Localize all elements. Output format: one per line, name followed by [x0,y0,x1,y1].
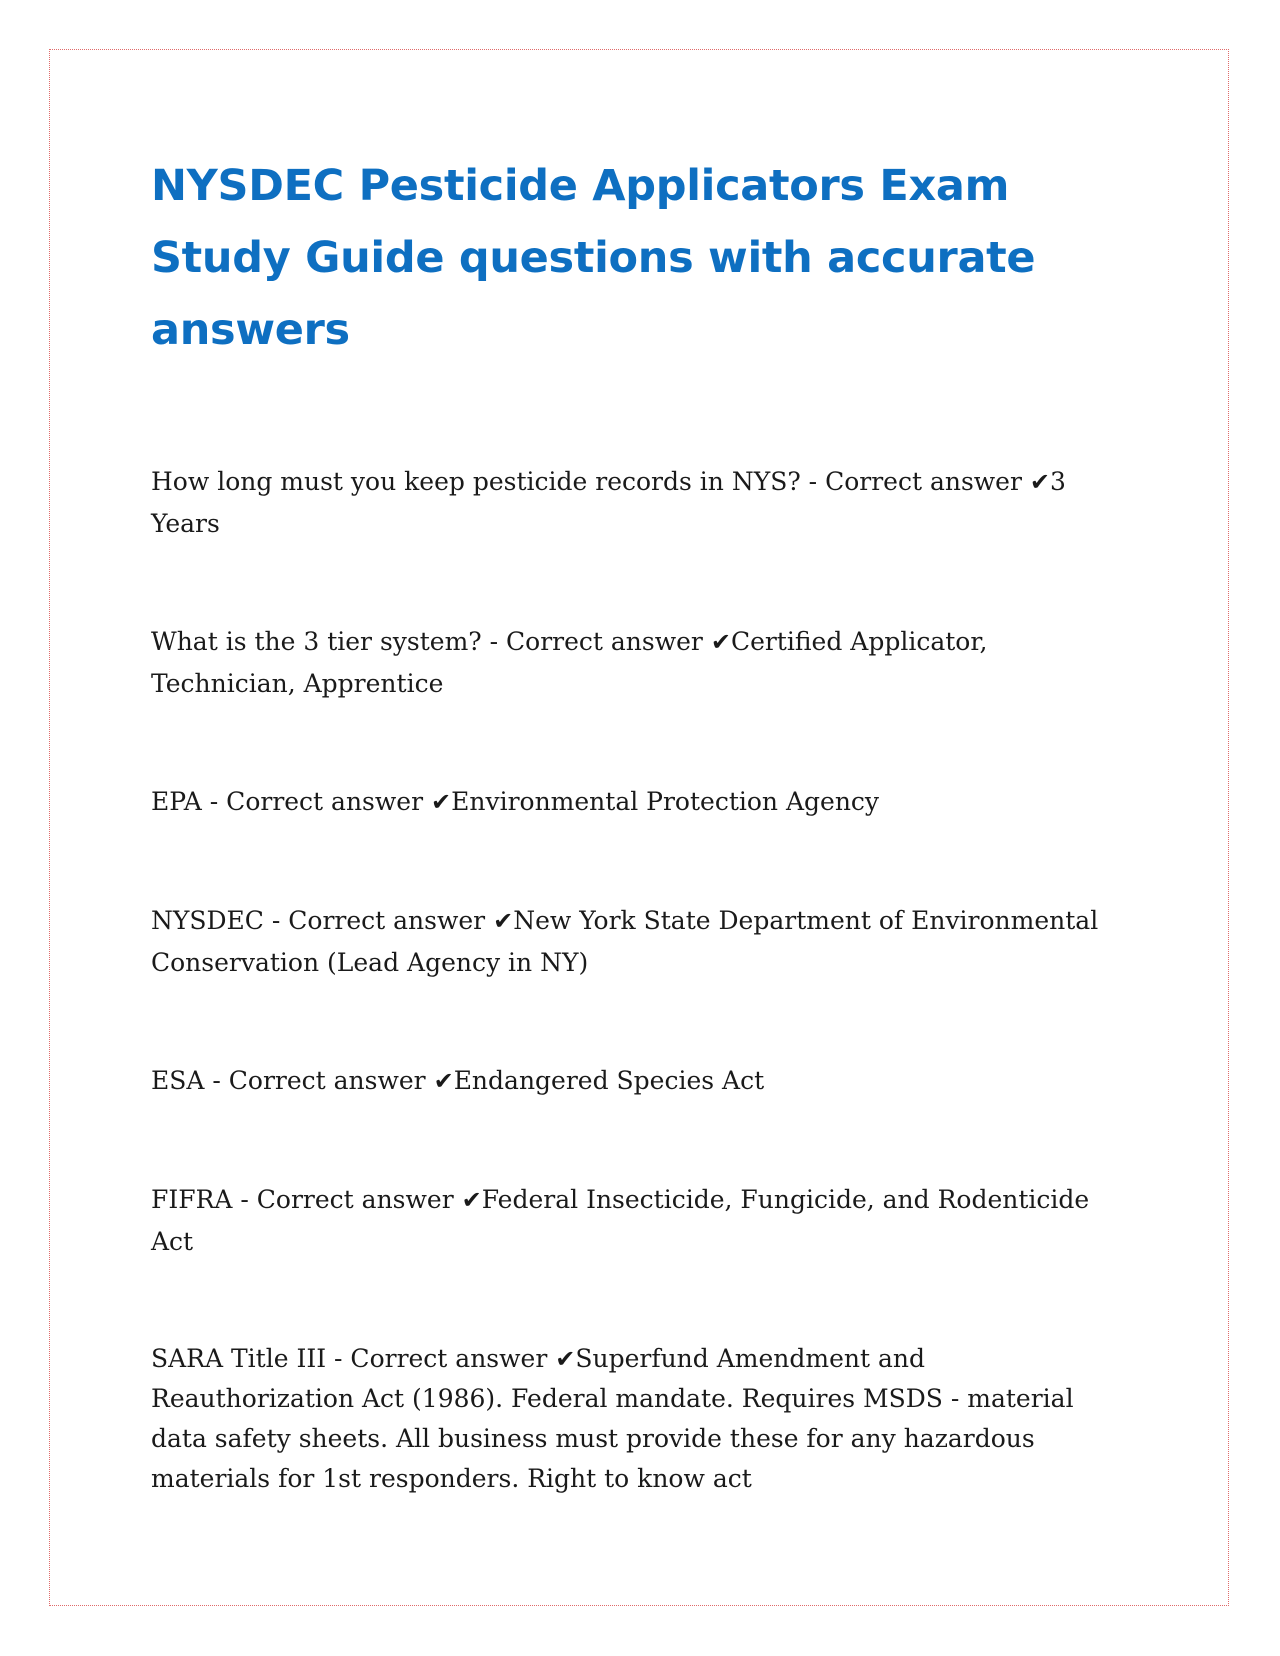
qa-item [151,781,1131,823]
qa-list [151,461,1131,1499]
qa-item [151,900,1131,983]
answer-text: Environmental Protection Agency [451,787,880,816]
question-text: NYSDEC [151,906,264,935]
document-content [151,150,1131,1576]
qa-item [151,461,1131,544]
answer-separator: - Correct answer [481,627,711,656]
question-text: How long must you keep pesticide records in NYS? [151,467,801,496]
answer-text: Superfund Amendment and Reauthorization Act (1986). Federal mandate. Requires MSDS - material data safety sheets. All business must provide these for any hazardous materials for 1st responders. Right to know act [151,1344,1074,1493]
qa-item [151,1339,1131,1499]
answer-separator: - Correct answer [263,906,494,935]
question-text: ESA [151,1066,205,1095]
answer-separator: - Correct answer [800,467,1030,496]
checkmark-icon: ✔ [433,1067,454,1095]
qa-item [151,621,1131,704]
answer-separator: - Correct answer [232,1185,462,1214]
answer-separator: - Correct answer [326,1344,556,1373]
qa-item [151,1060,1131,1102]
question-text: EPA [151,787,202,816]
answer-text: Endangered Species Act [453,1066,765,1095]
checkmark-icon: ✔ [1029,468,1050,496]
answer-text: Certified Applicator, Technician, Apprentice [151,627,988,698]
qa-item [151,1179,1131,1262]
answer-text: Federal Insecticide, Fungicide, and Rodenticide Act [151,1185,1090,1256]
checkmark-icon: ✔ [555,1345,576,1373]
answer-separator: - Correct answer [201,787,431,816]
document-title: NYSDEC Pesticide Applicators Exam Study Guide questions with accurate answers [151,161,1036,355]
question-text: What is the 3 tier system? [151,627,482,656]
answer-text: 3 Years [151,467,1066,538]
checkmark-icon: ✔ [493,907,514,935]
answer-text: New York State Department of Environmental Conservation (Lead Agency in NY) [151,906,1099,977]
answer-separator: - Correct answer [204,1066,434,1095]
checkmark-icon: ✔ [461,1186,482,1214]
checkmark-icon: ✔ [430,788,452,816]
question-text: SARA Title III [151,1344,327,1373]
checkmark-icon: ✔ [710,628,731,656]
question-text: FIFRA [151,1185,233,1214]
